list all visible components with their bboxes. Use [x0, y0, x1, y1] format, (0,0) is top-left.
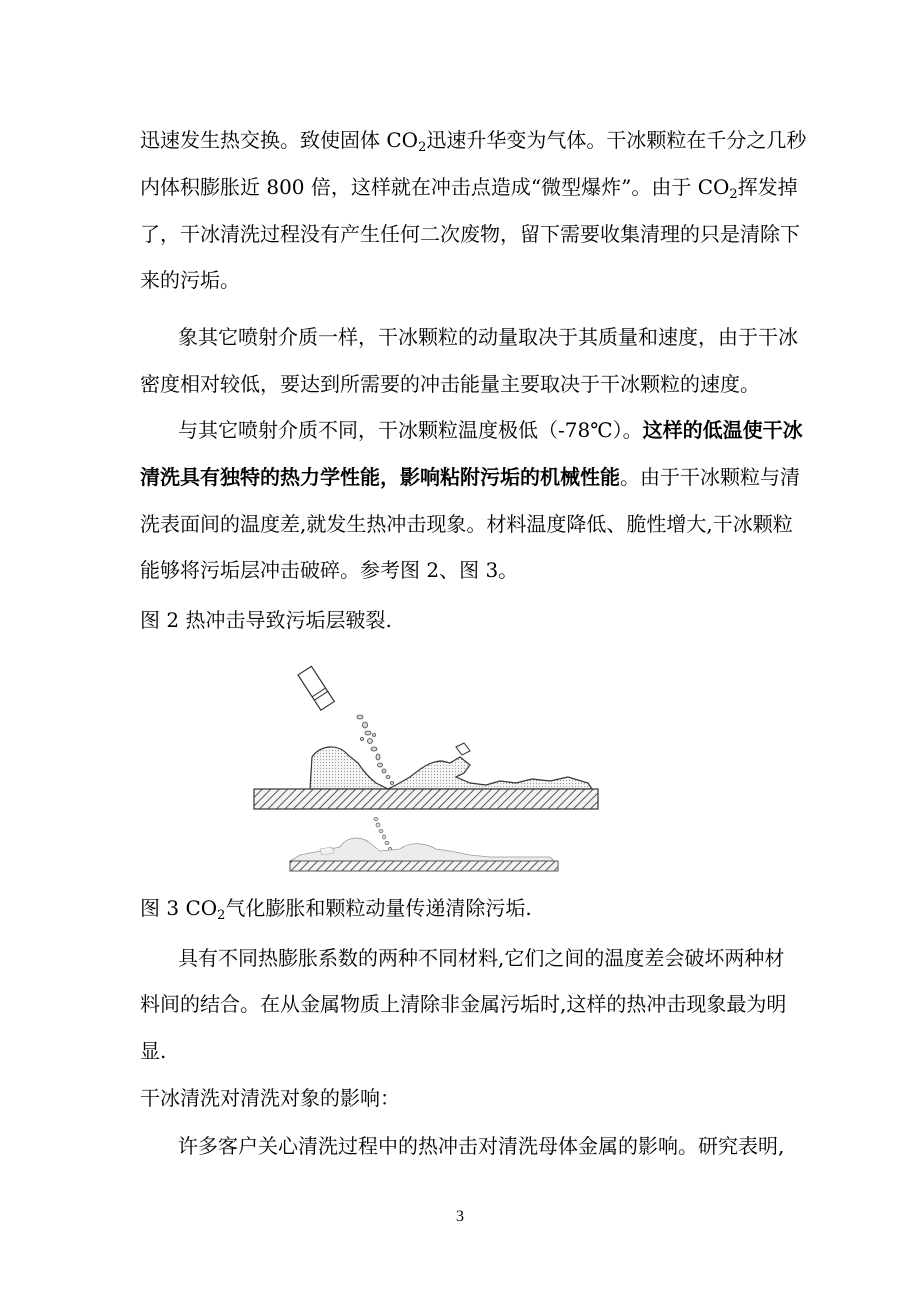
paragraph-4-line-3: 显. [140, 1039, 167, 1063]
paragraph-2-line-1: 象其它喷射介质一样，干冰颗粒的动量取决于其质量和速度，由于干冰 [178, 325, 798, 349]
figure-3-caption: 图 3 $CO_2$气化膨胀和颗粒动量传递清除污垢. [140, 896, 532, 923]
paragraph-1-line-2: 内体积膨胀近 800 倍，这样就在冲击点造成“微型爆炸”。由于 $CO_2$挥发掉 [140, 175, 798, 202]
substrate-bottom [290, 861, 558, 871]
paragraph-5-line-1: 许多客户关心清洗过程中的热冲击对清洗母体金属的影响。研究表明, [178, 1134, 785, 1158]
paragraph-3-line-1: 与其它喷射介质不同，干冰颗粒温度极低（-78℃）。这样的低温使干冰 [178, 418, 803, 442]
paragraph-3-line-2: 清洗具有独特的热力学性能，影响粘附污垢的机械性能。由于干冰颗粒与清 [140, 465, 800, 489]
paragraph-1-line-3: 了，干冰清洗过程没有产生任何二次废物，留下需要收集清理的只是清除下 [140, 222, 800, 246]
section-heading: 干冰清洗对清洗对象的影响： [140, 1086, 400, 1110]
paragraph-2-line-2: 密度相对较低，要达到所需要的冲击能量主要取决于干冰颗粒的速度。 [140, 372, 760, 396]
substrate-top [254, 789, 598, 809]
paragraph-3-line-4: 能够将污垢层冲击破碎。参考图 2、图 3。 [140, 558, 519, 582]
paragraph-3-line-3: 洗表面间的温度差,就发生热冲击现象。材料温度降低、脆性增大,干冰颗粒 [140, 512, 793, 536]
figure-2-caption: 图 2 热冲击导致污垢层皲裂. [140, 608, 392, 632]
paragraph-1-line-4: 来的污垢。 [140, 268, 240, 292]
dry-ice-blasting-figure [250, 665, 602, 875]
paragraph-4-line-2: 料间的结合。在从金属物质上清除非金属污垢时,这样的热冲击现象最为明 [140, 992, 787, 1016]
paragraph-1-line-1: 迅速发生热交换。致使固体 $CO_2$迅速升华变为气体。干冰颗粒在千分之几秒 [140, 128, 807, 155]
paragraph-4-line-1: 具有不同热膨胀系数的两种不同材料,它们之间的温度差会破坏两种材 [178, 946, 785, 970]
page-number: 3 [456, 1208, 464, 1225]
